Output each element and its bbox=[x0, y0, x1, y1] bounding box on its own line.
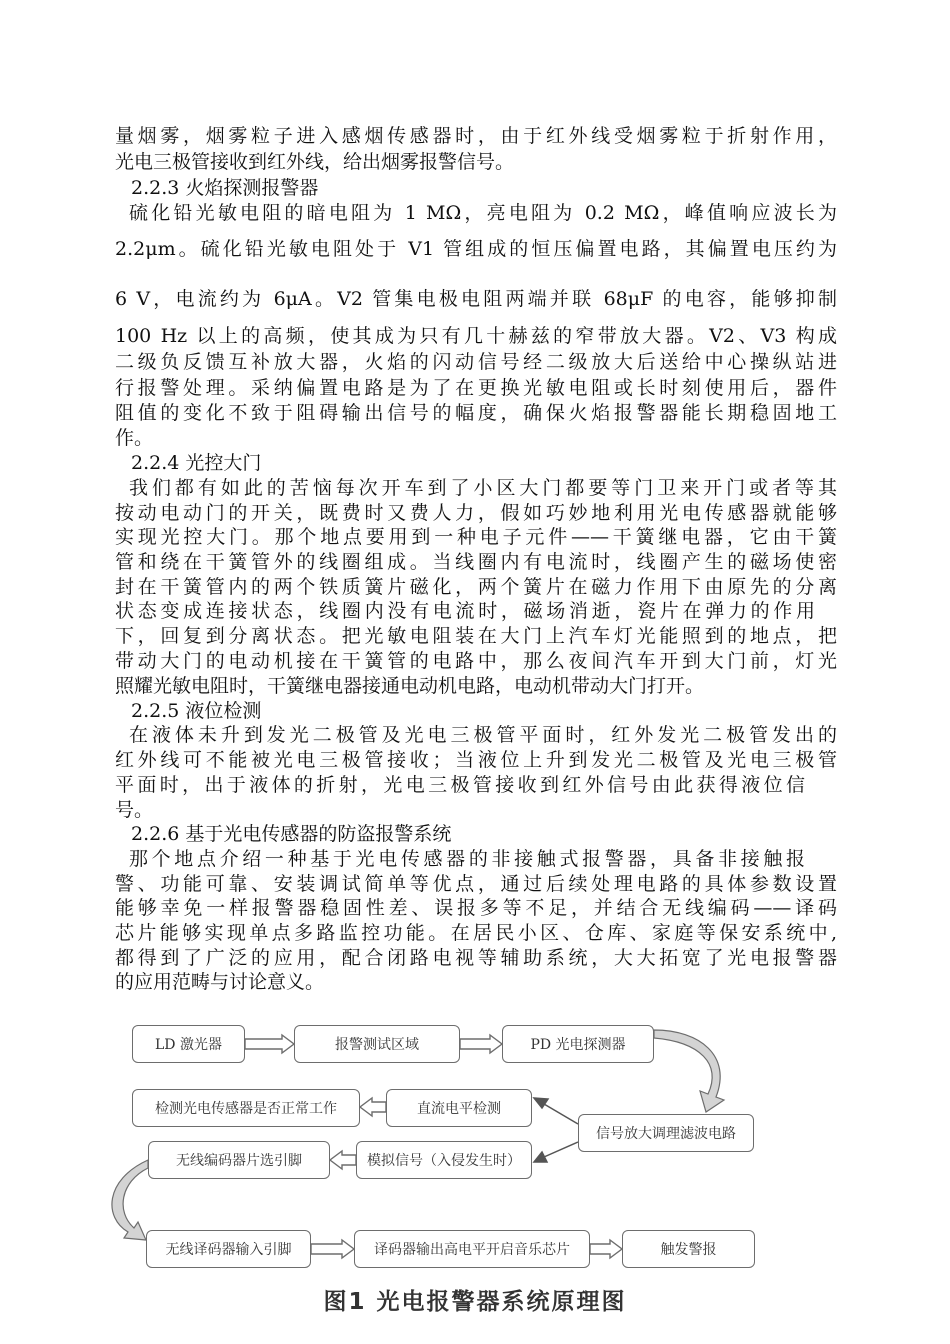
body-line-6: 6 V，电流约为 6μA。V2 管集电极电阻两端并联 68μF 的电容，能够抑制 bbox=[115, 288, 837, 310]
body-line-14: 按动电动门的开关，既费时又费人力，假如巧妙地利用光电传感器就能够 bbox=[115, 502, 837, 524]
box-decoder-output: 译码器输出高电平开启音乐芯片 bbox=[354, 1230, 590, 1268]
arrow-ld-to-zone bbox=[245, 1035, 294, 1053]
body-line-31: 芯片能够实现单点多路监控功能。在居民小区、仓库、家庭等保安系统中, bbox=[115, 922, 837, 944]
body-line-21: 照耀光敏电阻时，干簧继电器接通电动机电路，电动机带动大门打开。 bbox=[115, 675, 705, 697]
body-line-17: 封在干簧管内的两个铁质簧片磁化，两个簧片在磁力作用下由原先的分离 bbox=[115, 576, 837, 598]
body-line-9: 行报警处理。采纳偏置电路是为了在更换光敏电阻或长时刻使用后，器件 bbox=[115, 377, 837, 399]
body-line-33: 的应用范畴与讨论意义。 bbox=[115, 971, 325, 993]
box-alarm-test-zone: 报警测试区域 bbox=[294, 1025, 460, 1063]
section-heading-2-2-3: 2.2.3 火焰探测报警器 bbox=[131, 177, 319, 199]
body-line-8: 二级负反馈互补放大器，火焰的闪动信号经二级放大后送给中心操纵站进 bbox=[115, 351, 837, 373]
box-amp-filter: 信号放大调理滤波电路 bbox=[578, 1114, 754, 1152]
body-line-2: 光电三极管接收到红外线，给出烟雾报警信号。 bbox=[115, 151, 515, 173]
arrow-decout-to-alarm bbox=[590, 1240, 622, 1258]
arrow-dc-to-check bbox=[360, 1098, 386, 1116]
curved-arrow-encoder-to-decoder bbox=[112, 1160, 148, 1240]
body-line-19: 下，回复到分离状态。把光敏电阻装在大门上汽车灯光能照到的地点，把 bbox=[115, 625, 837, 647]
body-line-28: 那个地点介绍一种基于光电传感器的非接触式报警器，具备非接触报 bbox=[129, 848, 805, 870]
body-line-15: 实现光控大门。那个地点要用到一种电子元件——干簧继电器，它由干簧 bbox=[115, 526, 837, 548]
body-line-1: 量烟雾，烟雾粒子进入感烟传感器时，由于红外线受烟雾粒于折射作用， bbox=[115, 125, 837, 147]
section-heading-2-2-6: 2.2.6 基于光电传感器的防盗报警系统 bbox=[131, 823, 452, 845]
body-line-24: 红外线可不能被光电三极管接收；当液位上升到发光二极管及光电三极管 bbox=[115, 749, 837, 771]
body-line-23: 在液体未升到发光二极管及光电三极管平面时，红外发光二极管发出的 bbox=[129, 724, 837, 746]
box-ld-laser: LD 激光器 bbox=[132, 1025, 245, 1063]
box-encoder-chip-select: 无线编码器片选引脚 bbox=[148, 1141, 330, 1179]
body-line-20: 带动大门的电动机接在干簧管的电路中，那么夜间汽车开到大门前，灯光 bbox=[115, 650, 837, 672]
body-line-30: 能够幸免一样报警器稳固性差、误报多等不足，并结合无线编码——译码 bbox=[115, 897, 837, 919]
arrowhead-to-dc bbox=[534, 1098, 548, 1108]
figure-caption: 图1 光电报警器系统原理图 bbox=[323, 1289, 627, 1315]
arrow-decin-to-decout bbox=[311, 1240, 354, 1258]
body-line-32: 都得到了广泛的应用，配合闭路电视等辅助系统，大大拓宽了光电报警器 bbox=[115, 947, 837, 969]
section-heading-2-2-5: 2.2.5 液位检测 bbox=[131, 700, 262, 722]
box-check-sensor: 检测光电传感器是否正常工作 bbox=[132, 1089, 360, 1127]
arrow-zone-to-pd bbox=[460, 1035, 502, 1053]
box-pd-detector: PD 光电探测器 bbox=[502, 1025, 654, 1063]
body-line-25: 平面时，出于液体的折射，光电三极管接收到红外信号由此获得液位信 bbox=[115, 774, 805, 796]
box-analog-signal: 模拟信号（入侵发生时） bbox=[356, 1141, 532, 1179]
curved-arrow-pd-to-amp bbox=[654, 1030, 724, 1112]
box-dc-level-detect: 直流电平检测 bbox=[386, 1089, 532, 1127]
body-line-5: 2.2μm。硫化铅光敏电阻处于 V1 管组成的恒压偏置电路，其偏置电压约为 bbox=[115, 238, 837, 260]
body-line-18: 状态变成连接状态，线圈内没有电流时，磁场消逝，瓷片在弹力的作用 bbox=[115, 600, 815, 622]
body-line-16: 管和绕在干簧管外的线圈组成。当线圈内有电流时，线圈产生的磁场使密 bbox=[115, 551, 837, 573]
section-heading-2-2-4: 2.2.4 光控大门 bbox=[131, 452, 262, 474]
box-trigger-alarm: 触发警报 bbox=[622, 1230, 755, 1268]
body-line-29: 警、功能可靠、安装调试简单等优点，通过后续处理电路的具体参数设置 bbox=[115, 873, 837, 895]
arrowhead-to-analog bbox=[534, 1152, 547, 1162]
box-decoder-input: 无线译码器输入引脚 bbox=[146, 1230, 311, 1268]
body-line-7: 100 Hz 以上的高频，使其成为只有几十赫兹的窄带放大器。V2、V3 构成 bbox=[115, 325, 837, 347]
body-line-4: 硫化铅光敏电阻的暗电阻为 1 MΩ，亮电阻为 0.2 MΩ，峰值响应波长为 bbox=[129, 202, 837, 224]
arrow-analog-to-encoder bbox=[330, 1151, 356, 1169]
body-line-10: 阻值的变化不致于阻碍输出信号的幅度，确保火焰报警器能长期稳固地工 bbox=[115, 402, 837, 424]
body-line-11: 作。 bbox=[115, 427, 154, 449]
body-line-13: 我们都有如此的苦恼每次开车到了小区大门都要等门卫来开门或者等其 bbox=[129, 477, 837, 499]
body-line-26: 号。 bbox=[115, 799, 154, 821]
